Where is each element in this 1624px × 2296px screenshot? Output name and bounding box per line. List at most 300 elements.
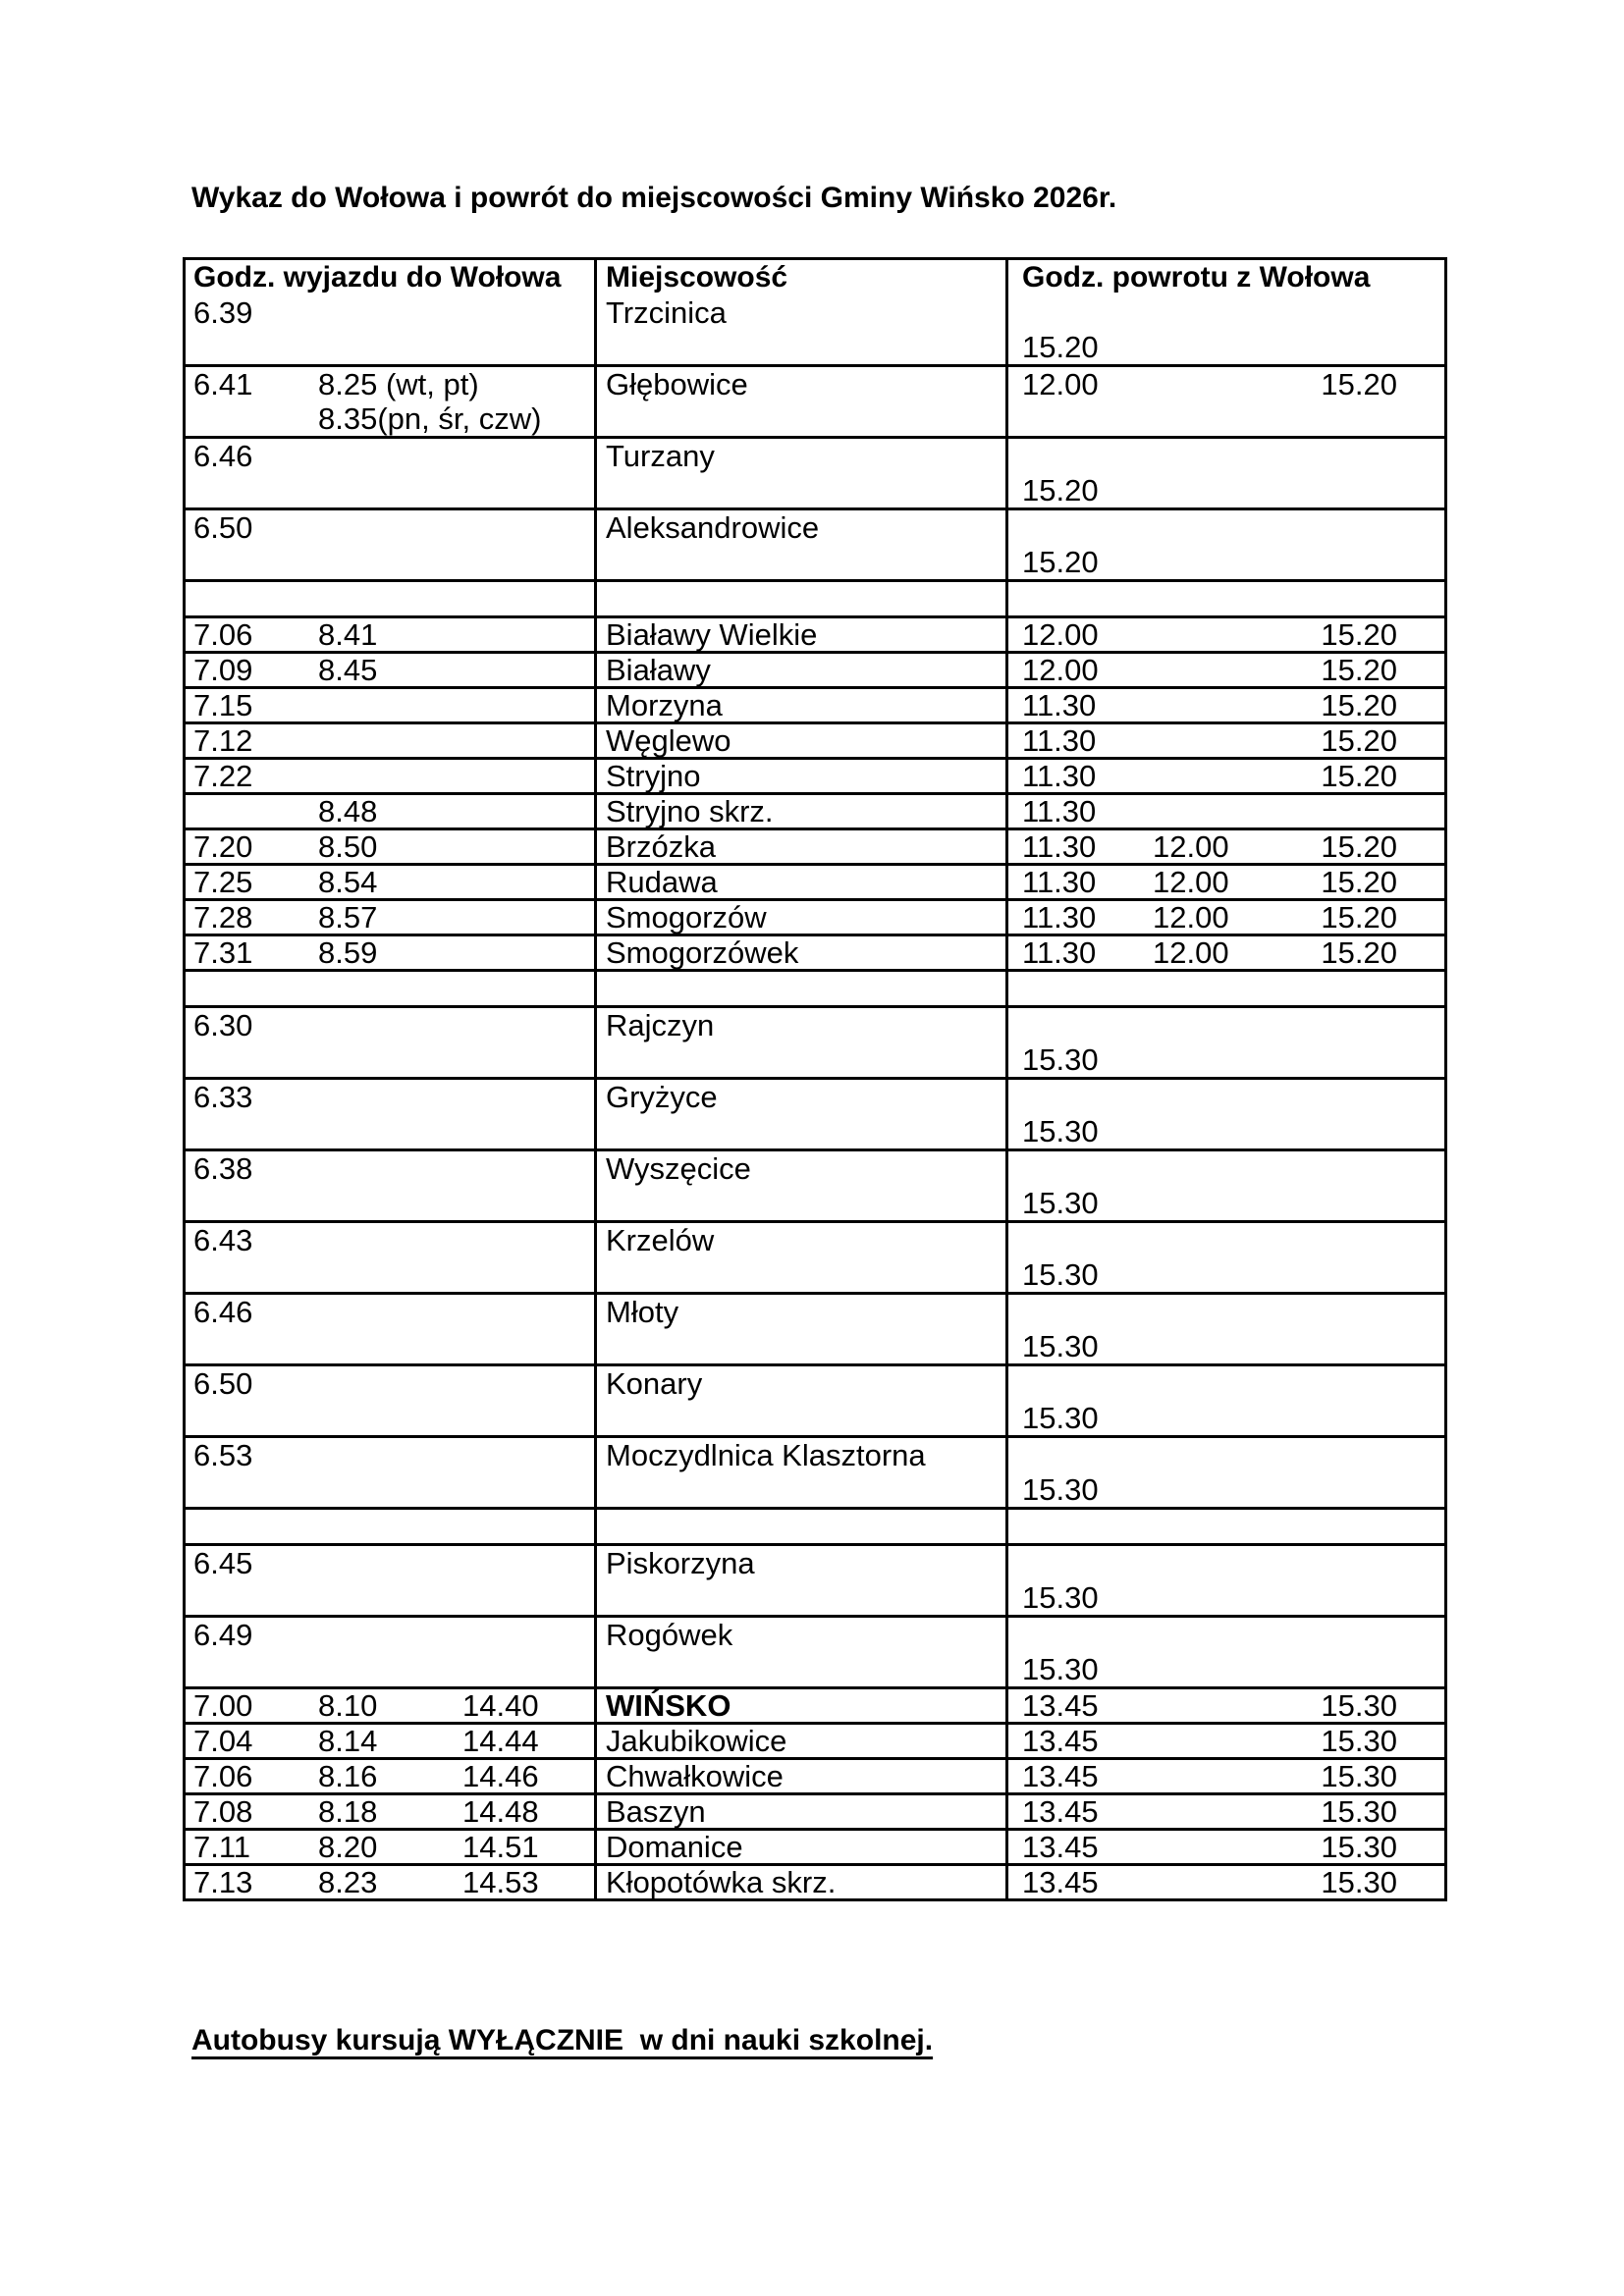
place-cell bbox=[597, 1866, 1008, 1898]
return-times-cell bbox=[1008, 760, 1444, 792]
table-row bbox=[186, 1792, 1444, 1828]
departure-times-cell bbox=[186, 1366, 597, 1435]
return-time bbox=[1153, 1401, 1280, 1435]
departure-time: 8.23 bbox=[318, 1866, 378, 1898]
return-time bbox=[1153, 545, 1280, 579]
header-departure-label: Godz. wyjazdu do Wołowa bbox=[193, 261, 562, 294]
return-time: 13.45 bbox=[1022, 1866, 1099, 1898]
departure-time: 6.39 bbox=[193, 295, 253, 330]
empty-cell bbox=[186, 972, 597, 1005]
table-row bbox=[186, 757, 1444, 792]
return-times-cell bbox=[1008, 1151, 1444, 1220]
departure-time: 7.09 bbox=[193, 654, 253, 686]
departure-time: 6.46 bbox=[193, 1295, 253, 1329]
departure-time bbox=[462, 866, 594, 898]
return-time bbox=[1153, 1186, 1280, 1220]
departure-time bbox=[462, 654, 594, 686]
departure-time: 7.04 bbox=[193, 1725, 253, 1757]
departure-time bbox=[462, 1652, 594, 1686]
table-row bbox=[186, 436, 1444, 507]
departure-times-cell bbox=[186, 510, 597, 579]
departure-time bbox=[462, 1438, 594, 1472]
departure-times-cell bbox=[186, 1866, 597, 1898]
departure-times-cell bbox=[186, 439, 597, 507]
return-time bbox=[1153, 330, 1280, 364]
departure-time bbox=[318, 1042, 462, 1077]
header-return-column bbox=[1008, 260, 1444, 295]
return-time bbox=[1153, 473, 1280, 507]
departure-time: 8.10 bbox=[318, 1689, 378, 1722]
empty-cell bbox=[1008, 582, 1444, 615]
departure-time bbox=[462, 295, 594, 330]
departure-time bbox=[462, 1186, 594, 1220]
departure-time: 7.20 bbox=[193, 830, 253, 863]
departure-time bbox=[318, 1257, 462, 1292]
departure-times-cell bbox=[186, 936, 597, 969]
departure-time bbox=[193, 1580, 318, 1615]
return-time: 15.20 bbox=[1022, 330, 1099, 364]
departure-time bbox=[193, 473, 318, 507]
return-time: 15.30 bbox=[1022, 1114, 1099, 1148]
return-time bbox=[1153, 295, 1280, 330]
departure-time bbox=[462, 473, 594, 507]
return-times-cell bbox=[1008, 1689, 1444, 1722]
place-name: Rajczyn bbox=[606, 1008, 715, 1042]
return-times-cell bbox=[1008, 367, 1444, 436]
return-time bbox=[1280, 1042, 1444, 1077]
table-row bbox=[186, 792, 1444, 828]
departure-time bbox=[462, 1042, 594, 1077]
return-time bbox=[1153, 510, 1280, 545]
departure-times-cell bbox=[186, 795, 597, 828]
return-times-cell bbox=[1008, 1618, 1444, 1686]
return-time bbox=[1153, 1223, 1280, 1257]
departure-time: 8.50 bbox=[318, 830, 378, 863]
return-times-cell bbox=[1008, 795, 1444, 828]
departure-time bbox=[193, 1186, 318, 1220]
departure-time bbox=[318, 1366, 462, 1401]
return-time bbox=[1153, 1438, 1280, 1472]
return-time bbox=[1280, 1618, 1444, 1652]
return-time bbox=[1153, 439, 1280, 473]
return-time bbox=[1280, 1580, 1444, 1615]
return-time: 12.00 bbox=[1153, 936, 1229, 969]
return-time bbox=[1280, 295, 1444, 330]
return-time: 11.30 bbox=[1022, 760, 1097, 792]
departure-times-cell bbox=[186, 760, 597, 792]
return-times-cell bbox=[1008, 1725, 1444, 1757]
departure-time: 6.38 bbox=[193, 1151, 253, 1186]
departure-times-cell bbox=[186, 654, 597, 686]
place-cell bbox=[597, 1689, 1008, 1722]
departure-time: 8.45 bbox=[318, 654, 378, 686]
return-time bbox=[1153, 1831, 1280, 1863]
table-row bbox=[186, 507, 1444, 579]
departure-times-cell bbox=[186, 1438, 597, 1507]
return-time bbox=[1153, 618, 1280, 651]
return-times-cell bbox=[1008, 1546, 1444, 1615]
departure-time bbox=[318, 1223, 462, 1257]
departure-time bbox=[318, 1186, 462, 1220]
departure-time: 8.25 (wt, pt) bbox=[318, 367, 479, 401]
return-time: 15.20 bbox=[1022, 545, 1099, 579]
departure-time bbox=[318, 1401, 462, 1435]
departure-times-cell bbox=[186, 1008, 597, 1077]
return-time bbox=[1280, 1652, 1444, 1686]
return-time bbox=[1153, 1114, 1280, 1148]
place-name: Konary bbox=[606, 1366, 703, 1401]
departure-times-cell bbox=[186, 1080, 597, 1148]
return-time bbox=[1153, 1725, 1280, 1757]
departure-time: 7.13 bbox=[193, 1866, 253, 1898]
departure-time bbox=[318, 1295, 462, 1329]
return-time: 11.30 bbox=[1022, 795, 1097, 828]
departure-time bbox=[462, 1295, 594, 1329]
departure-time bbox=[193, 1329, 318, 1363]
return-time: 15.30 bbox=[1321, 1725, 1397, 1757]
return-time bbox=[1280, 1329, 1444, 1363]
footer-note: Autobusy kursują WYŁĄCZNIE w dni nauki szkolnej. bbox=[191, 2024, 934, 2056]
table-row bbox=[186, 1507, 1444, 1543]
place-cell bbox=[597, 1618, 1008, 1686]
departure-time: 14.44 bbox=[462, 1725, 539, 1757]
place-name: Jakubikowice bbox=[606, 1725, 787, 1757]
place-cell bbox=[597, 295, 1008, 364]
return-time: 11.30 bbox=[1022, 689, 1097, 721]
place-name: Stryjno skrz. bbox=[606, 795, 774, 828]
table-row bbox=[186, 1543, 1444, 1615]
place-cell bbox=[597, 1080, 1008, 1148]
departure-time: 7.11 bbox=[193, 1831, 251, 1863]
departure-time bbox=[462, 510, 594, 545]
return-time: 15.20 bbox=[1321, 367, 1397, 401]
return-time: 15.20 bbox=[1321, 689, 1397, 721]
return-time: 15.30 bbox=[1022, 1042, 1099, 1077]
empty-cell bbox=[1008, 1510, 1444, 1543]
departure-time bbox=[462, 1151, 594, 1186]
place-name: WIŃSKO bbox=[606, 1689, 731, 1722]
departure-time bbox=[318, 1580, 462, 1615]
departure-time: 8.18 bbox=[318, 1795, 378, 1828]
departure-time: 6.53 bbox=[193, 1438, 253, 1472]
place-cell bbox=[597, 1223, 1008, 1292]
return-times-cell bbox=[1008, 1295, 1444, 1363]
table-row bbox=[186, 579, 1444, 615]
departure-time: 8.41 bbox=[318, 618, 378, 651]
return-time bbox=[1153, 654, 1280, 686]
return-time bbox=[1153, 1618, 1280, 1652]
departure-times-cell bbox=[186, 689, 597, 721]
departure-time: 7.08 bbox=[193, 1795, 253, 1828]
return-times-cell bbox=[1008, 439, 1444, 507]
return-time bbox=[1153, 1151, 1280, 1186]
place-name: Brzózka bbox=[606, 830, 716, 863]
return-time: 12.00 bbox=[1153, 866, 1229, 898]
return-time: 15.30 bbox=[1022, 1472, 1099, 1507]
return-time bbox=[1153, 1008, 1280, 1042]
departure-time: 7.12 bbox=[193, 724, 253, 757]
table-row bbox=[186, 1077, 1444, 1148]
return-time bbox=[1153, 1329, 1280, 1363]
return-times-cell bbox=[1008, 295, 1444, 364]
return-time: 15.20 bbox=[1321, 830, 1397, 863]
empty-cell bbox=[186, 582, 597, 615]
departure-times-cell bbox=[186, 901, 597, 934]
return-time: 15.30 bbox=[1321, 1831, 1397, 1863]
departure-times-cell bbox=[186, 1618, 597, 1686]
departure-time bbox=[318, 1618, 462, 1652]
return-time: 15.30 bbox=[1321, 1866, 1397, 1898]
departure-time: 7.31 bbox=[193, 936, 253, 969]
place-name: Węglewo bbox=[606, 724, 731, 757]
place-cell bbox=[597, 1438, 1008, 1507]
return-time bbox=[1022, 1295, 1153, 1329]
return-time bbox=[1153, 1257, 1280, 1292]
departure-time bbox=[318, 1438, 462, 1472]
return-time: 15.30 bbox=[1022, 1580, 1099, 1615]
place-cell bbox=[597, 901, 1008, 934]
departure-time bbox=[318, 1008, 462, 1042]
departure-time bbox=[318, 1472, 462, 1507]
departure-times-cell bbox=[186, 1760, 597, 1792]
return-time: 15.20 bbox=[1321, 901, 1397, 934]
place-cell bbox=[597, 1760, 1008, 1792]
return-time bbox=[1280, 545, 1444, 579]
departure-time bbox=[318, 1546, 462, 1580]
departure-time bbox=[193, 1114, 318, 1148]
return-time bbox=[1280, 439, 1444, 473]
departure-times-cell bbox=[186, 367, 597, 436]
table-row bbox=[186, 295, 1444, 364]
table-header-row bbox=[186, 260, 1444, 295]
return-times-cell bbox=[1008, 1366, 1444, 1435]
return-time bbox=[1022, 295, 1153, 330]
return-time bbox=[1022, 401, 1153, 436]
departure-time bbox=[462, 618, 594, 651]
place-name: Białawy bbox=[606, 654, 711, 686]
return-times-cell bbox=[1008, 689, 1444, 721]
departure-time bbox=[462, 1329, 594, 1363]
departure-time: 8.48 bbox=[318, 795, 378, 828]
departure-time: 7.06 bbox=[193, 1760, 253, 1792]
departure-time bbox=[462, 1257, 594, 1292]
departure-time bbox=[318, 724, 462, 757]
page-title: Wykaz do Wołowa i powrót do miejscowości Gminy Wińsko 2026r. bbox=[191, 182, 1117, 214]
place-name: Moczydlnica Klasztorna bbox=[606, 1438, 926, 1472]
departure-time bbox=[318, 1114, 462, 1148]
table-row bbox=[186, 721, 1444, 757]
departure-time bbox=[462, 724, 594, 757]
place-cell bbox=[597, 367, 1008, 436]
return-time bbox=[1153, 1295, 1280, 1329]
table-row bbox=[186, 1863, 1444, 1898]
departure-times-cell bbox=[186, 295, 597, 364]
place-name: Głębowice bbox=[606, 367, 748, 401]
departure-time: 6.50 bbox=[193, 1366, 253, 1401]
place-cell bbox=[597, 1151, 1008, 1220]
return-time bbox=[1153, 795, 1280, 828]
table-row bbox=[186, 1220, 1444, 1292]
place-name: Morzyna bbox=[606, 689, 723, 721]
place-cell bbox=[597, 1546, 1008, 1615]
departure-time bbox=[462, 901, 594, 934]
place-cell bbox=[597, 1795, 1008, 1828]
departure-times-cell bbox=[186, 830, 597, 863]
return-time bbox=[1280, 1366, 1444, 1401]
return-time: 15.30 bbox=[1022, 1401, 1099, 1435]
departure-time bbox=[462, 795, 594, 828]
departure-times-cell bbox=[186, 618, 597, 651]
return-times-cell bbox=[1008, 1760, 1444, 1792]
departure-times-cell bbox=[186, 1295, 597, 1363]
return-time: 12.00 bbox=[1022, 367, 1099, 401]
return-time bbox=[1022, 1223, 1153, 1257]
return-time: 13.45 bbox=[1022, 1795, 1099, 1828]
return-times-cell bbox=[1008, 1438, 1444, 1507]
table-row bbox=[186, 1828, 1444, 1863]
place-name: Stryjno bbox=[606, 760, 701, 792]
return-time: 11.30 bbox=[1022, 901, 1097, 934]
return-time: 15.30 bbox=[1022, 1329, 1099, 1363]
departure-time: 6.43 bbox=[193, 1223, 253, 1257]
return-time bbox=[1022, 1151, 1153, 1186]
return-time bbox=[1153, 1580, 1280, 1615]
return-times-cell bbox=[1008, 724, 1444, 757]
return-times-cell bbox=[1008, 510, 1444, 579]
table-row bbox=[186, 1722, 1444, 1757]
return-time bbox=[1022, 1546, 1153, 1580]
table-row bbox=[186, 1757, 1444, 1792]
departure-time bbox=[462, 1580, 594, 1615]
place-cell bbox=[597, 1725, 1008, 1757]
return-time: 15.20 bbox=[1321, 760, 1397, 792]
return-time bbox=[1280, 1008, 1444, 1042]
place-name: Domanice bbox=[606, 1831, 743, 1863]
place-cell bbox=[597, 1366, 1008, 1435]
place-cell bbox=[597, 439, 1008, 507]
return-times-cell bbox=[1008, 901, 1444, 934]
departure-time bbox=[462, 1366, 594, 1401]
departure-time bbox=[462, 1472, 594, 1507]
return-time bbox=[1280, 1295, 1444, 1329]
departure-time bbox=[462, 401, 594, 436]
return-time: 11.30 bbox=[1022, 724, 1097, 757]
departure-time bbox=[318, 439, 462, 473]
departure-time bbox=[193, 1472, 318, 1507]
departure-time: 8.35(pn, śr, czw) bbox=[318, 401, 542, 436]
place-name: Smogorzówek bbox=[606, 936, 799, 969]
table-row bbox=[186, 1005, 1444, 1077]
empty-cell bbox=[597, 1510, 1008, 1543]
return-time: 13.45 bbox=[1022, 1725, 1099, 1757]
departure-time: 7.00 bbox=[193, 1689, 253, 1722]
departure-time bbox=[193, 1042, 318, 1077]
departure-time bbox=[318, 510, 462, 545]
place-name: Wyszęcice bbox=[606, 1151, 751, 1186]
place-cell bbox=[597, 760, 1008, 792]
departure-time bbox=[462, 1114, 594, 1148]
return-time bbox=[1022, 510, 1153, 545]
departure-time: 6.41 bbox=[193, 367, 253, 401]
departure-time bbox=[193, 1257, 318, 1292]
return-times-cell bbox=[1008, 654, 1444, 686]
header-place-label: Miejscowość bbox=[606, 261, 788, 294]
place-name: Kłopotówka skrz. bbox=[606, 1866, 837, 1898]
header-return-label: Godz. powrotu z Wołowa bbox=[1022, 261, 1371, 294]
departure-time: 8.14 bbox=[318, 1725, 378, 1757]
return-times-cell bbox=[1008, 618, 1444, 651]
table-row bbox=[186, 364, 1444, 436]
departure-times-cell bbox=[186, 1546, 597, 1615]
return-time: 13.45 bbox=[1022, 1689, 1099, 1722]
return-times-cell bbox=[1008, 830, 1444, 863]
departure-time bbox=[462, 330, 594, 364]
departure-time: 14.53 bbox=[462, 1866, 539, 1898]
departure-times-cell bbox=[186, 1725, 597, 1757]
departure-time bbox=[193, 795, 318, 828]
departure-time bbox=[318, 545, 462, 579]
table-row bbox=[186, 651, 1444, 686]
return-time bbox=[1022, 439, 1153, 473]
table-body bbox=[186, 295, 1444, 1898]
place-cell bbox=[597, 724, 1008, 757]
return-time: 15.30 bbox=[1022, 1186, 1099, 1220]
departure-time: 6.46 bbox=[193, 439, 253, 473]
departure-time: 8.16 bbox=[318, 1760, 378, 1792]
return-time: 12.00 bbox=[1022, 618, 1099, 651]
return-time: 15.20 bbox=[1321, 866, 1397, 898]
return-times-cell bbox=[1008, 866, 1444, 898]
return-time: 11.30 bbox=[1022, 866, 1097, 898]
departure-time: 14.51 bbox=[462, 1831, 539, 1863]
departure-times-cell bbox=[186, 1831, 597, 1863]
header-departure-column bbox=[186, 260, 597, 295]
departure-time: 8.54 bbox=[318, 866, 378, 898]
departure-time: 6.45 bbox=[193, 1546, 253, 1580]
return-time: 15.30 bbox=[1321, 1689, 1397, 1722]
return-times-cell bbox=[1008, 1866, 1444, 1898]
departure-time: 7.15 bbox=[193, 689, 253, 721]
place-cell bbox=[597, 510, 1008, 579]
place-name: Aleksandrowice bbox=[606, 510, 820, 545]
place-name: Baszyn bbox=[606, 1795, 706, 1828]
return-times-cell bbox=[1008, 1795, 1444, 1828]
return-time bbox=[1153, 1546, 1280, 1580]
departure-time bbox=[462, 1546, 594, 1580]
return-time: 15.30 bbox=[1022, 1257, 1099, 1292]
departure-time bbox=[318, 330, 462, 364]
return-time bbox=[1280, 1401, 1444, 1435]
return-time bbox=[1280, 1438, 1444, 1472]
return-time bbox=[1022, 1080, 1153, 1114]
return-time bbox=[1280, 1186, 1444, 1220]
place-cell bbox=[597, 618, 1008, 651]
table-row bbox=[186, 969, 1444, 1005]
departure-time bbox=[462, 1401, 594, 1435]
return-time: 11.30 bbox=[1022, 936, 1097, 969]
departure-time bbox=[462, 830, 594, 863]
departure-time: 8.57 bbox=[318, 901, 378, 934]
return-time bbox=[1280, 1114, 1444, 1148]
return-time bbox=[1153, 1472, 1280, 1507]
place-name: Młoty bbox=[606, 1295, 679, 1329]
return-time bbox=[1280, 1472, 1444, 1507]
departure-time bbox=[193, 545, 318, 579]
table-row bbox=[186, 615, 1444, 651]
place-cell bbox=[597, 866, 1008, 898]
place-name: Krzelów bbox=[606, 1223, 715, 1257]
return-time bbox=[1153, 1689, 1280, 1722]
